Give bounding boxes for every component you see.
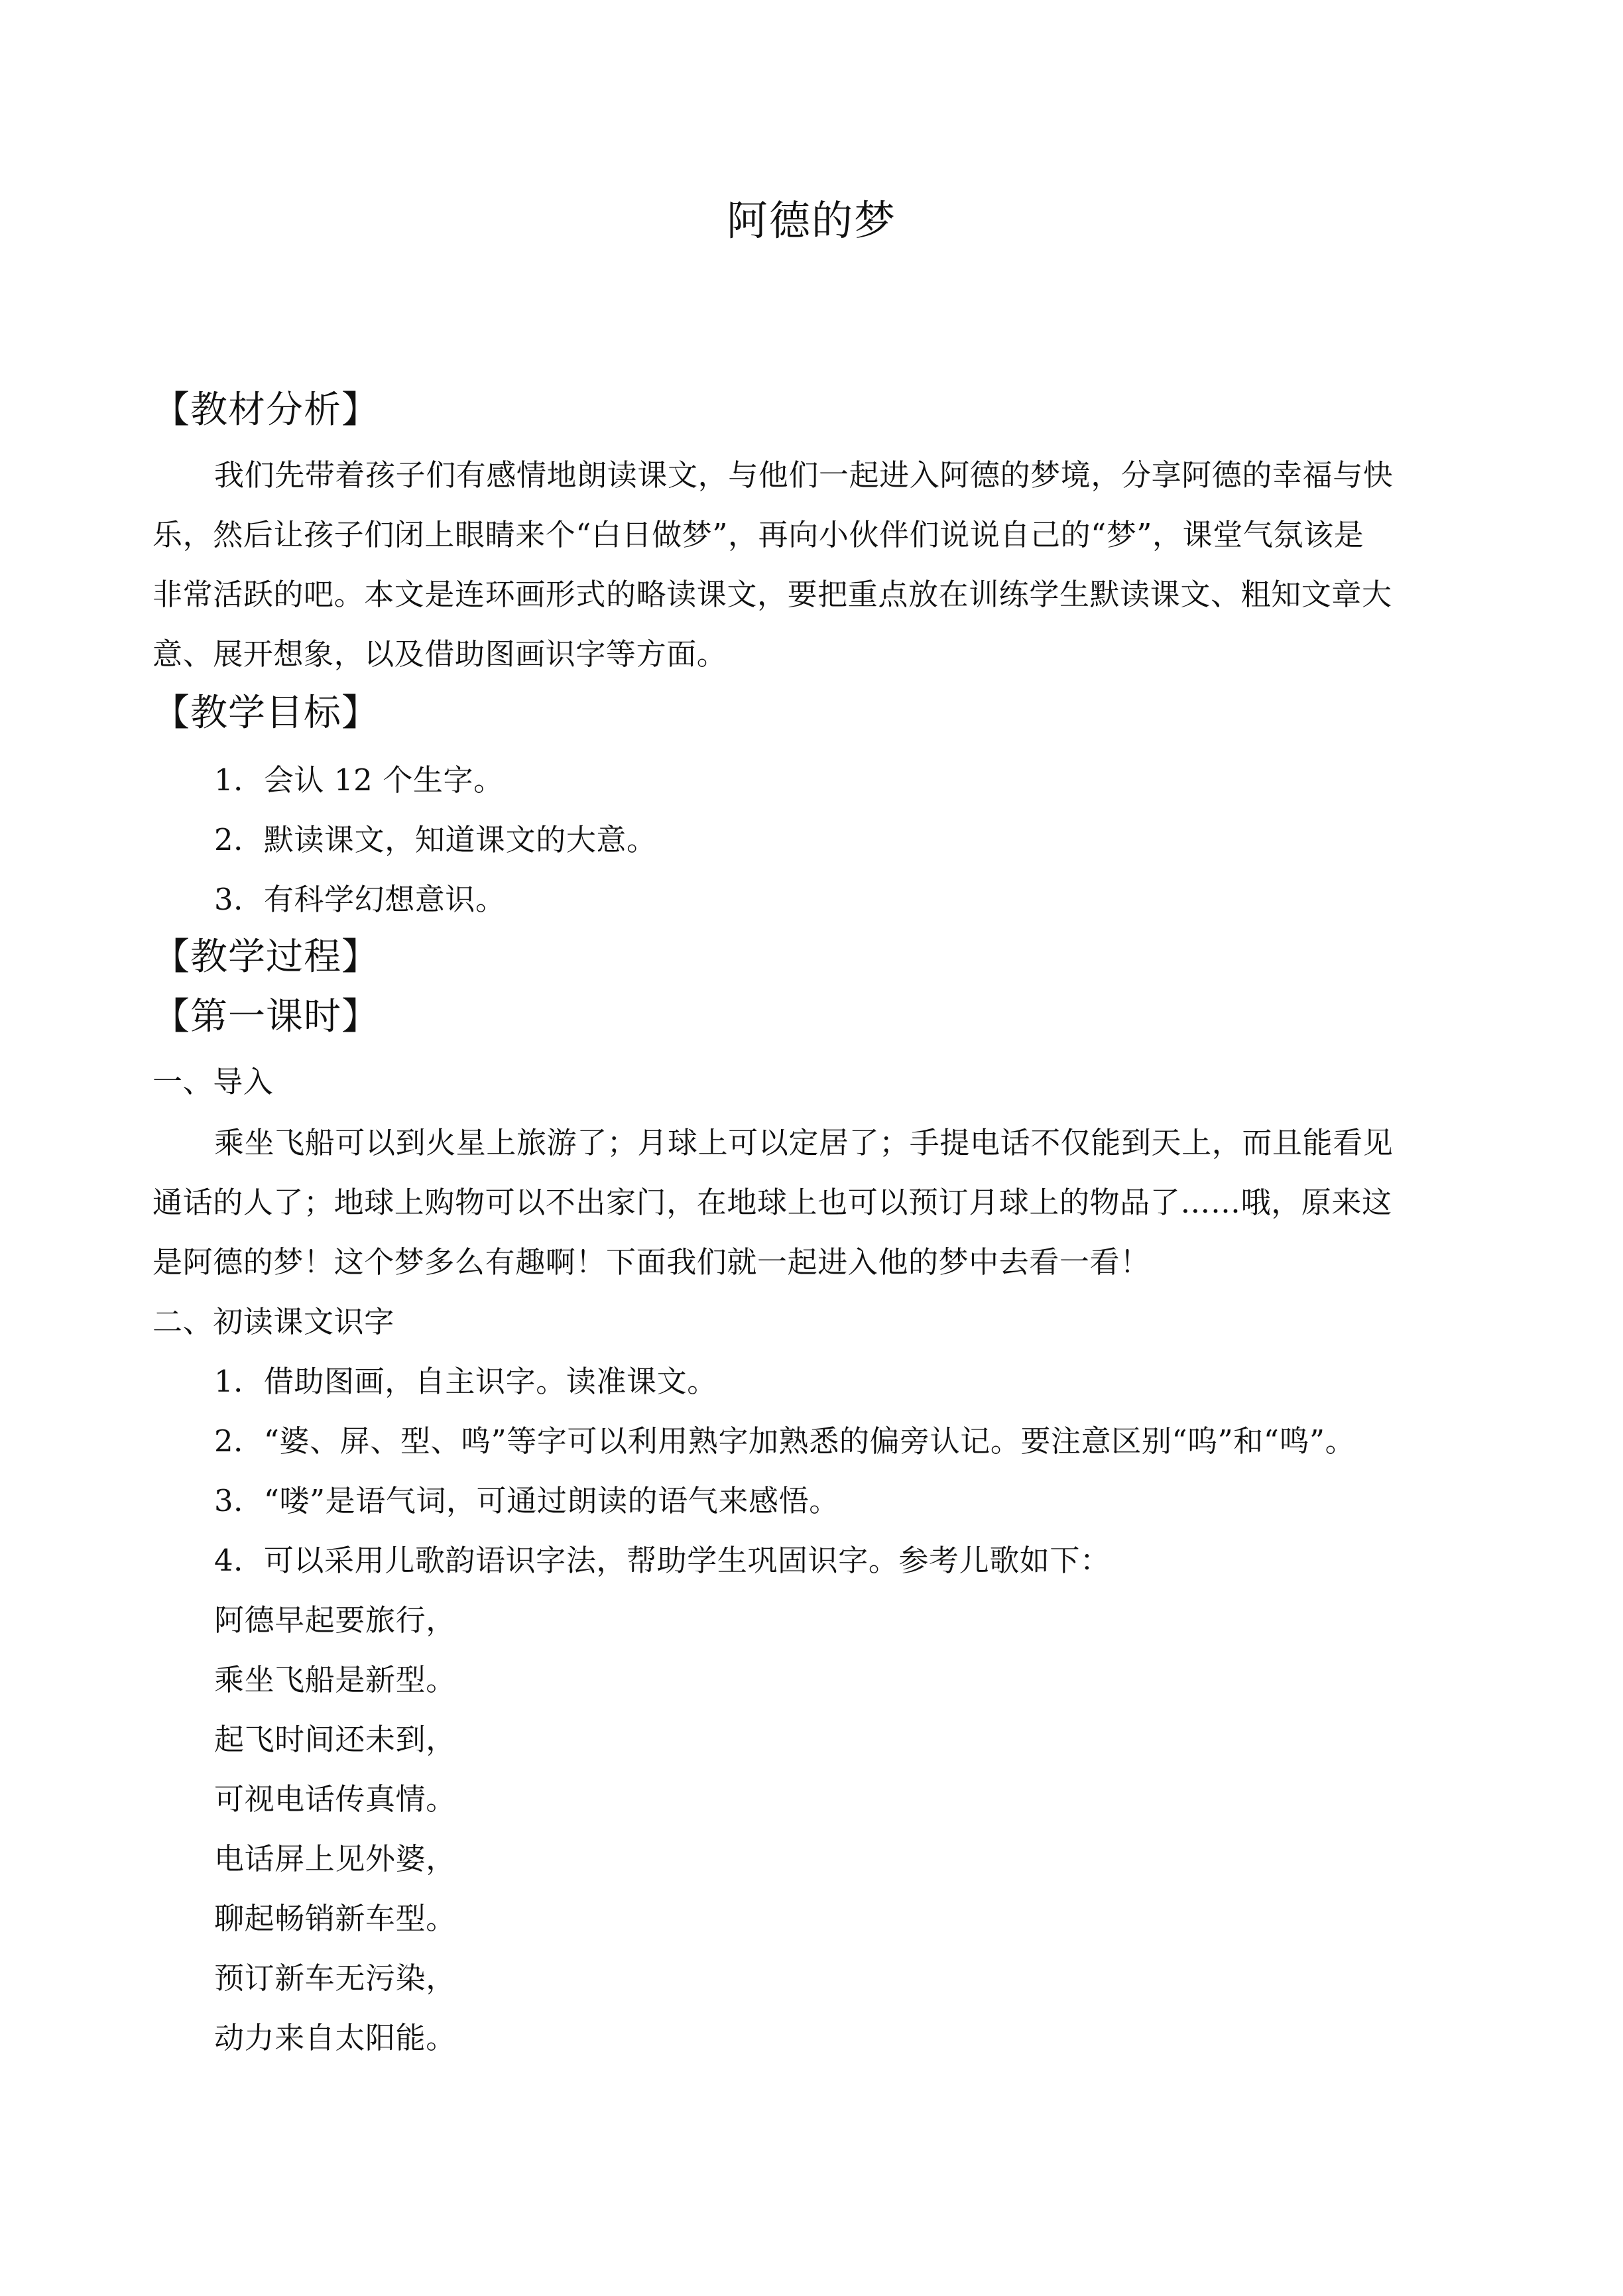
goal-item: 2．默读课文，知道课文的大意。 xyxy=(214,822,657,857)
analysis-line: 非常活跃的吧。本文是连环画形式的略读课文，要把重点放在训练学生默读课文、粗知文章大 xyxy=(152,577,1392,612)
section2-item: 1．借助图画，自主识字。读准课文。 xyxy=(214,1364,717,1399)
section2-item: 4．可以采用儿歌韵语识字法，帮助学生巩固识字。参考儿歌如下： xyxy=(214,1543,1111,1578)
goal-item: 3．有科学幻想意识。 xyxy=(214,882,506,917)
page-title: 阿德的梦 xyxy=(726,196,896,245)
section-title: 二、初读课文识字 xyxy=(152,1304,394,1339)
heading-process: 【教学过程】 xyxy=(152,936,379,979)
analysis-line: 我们先带着孩子们有感情地朗读课文，与他们一起进入阿德的梦境，分享阿德的幸福与快 xyxy=(214,457,1394,493)
poem-line: 动力来自太阳能。 xyxy=(214,2020,456,2055)
heading-goals: 【教学目标】 xyxy=(152,692,379,735)
poem-line: 起飞时间还未到， xyxy=(214,1722,456,1757)
section1-line: 乘坐飞船可以到火星上旅游了；月球上可以定居了；手提电话不仅能到天上，而且能看见 xyxy=(214,1125,1394,1160)
section2-item: 2．“婆、屏、型、鸣”等字可以利用熟字加熟悉的偏旁认记。要注意区别“呜”和“鸣”。 xyxy=(214,1423,1356,1459)
poem-line: 聊起畅销新车型。 xyxy=(214,1901,456,1936)
poem-line: 预订新车无污染， xyxy=(214,1961,456,1996)
section2-item: 3．“喽”是语气词，可通过朗读的语气来感悟。 xyxy=(214,1483,839,1518)
section-title: 一、导入 xyxy=(152,1064,274,1099)
heading-analysis: 【教材分析】 xyxy=(152,389,379,432)
goal-item: 1．会认 12 个生字。 xyxy=(214,762,504,798)
section1-line: 是阿德的梦！这个梦多么有趣啊！下面我们就一起进入他的梦中去看一看！ xyxy=(152,1244,1150,1280)
section1-line: 通话的人了；地球上购物可以不出家门，在地球上也可以预订月球上的物品了……哦，原来这 xyxy=(152,1185,1392,1220)
analysis-line: 乐，然后让孩子们闭上眼睛来个“白日做梦”，再向小伙伴们说说自己的“梦”，课堂气氛该是 xyxy=(152,517,1364,552)
poem-line: 乘坐飞船是新型。 xyxy=(214,1662,456,1697)
analysis-line: 意、展开想象，以及借助图画识字等方面。 xyxy=(152,636,727,672)
poem-line: 阿德早起要旅行， xyxy=(214,1602,456,1638)
heading-first-lesson: 【第一课时】 xyxy=(152,995,379,1038)
poem-line: 可视电话传真情。 xyxy=(214,1782,456,1817)
poem-line: 电话屏上见外婆， xyxy=(214,1841,456,1876)
